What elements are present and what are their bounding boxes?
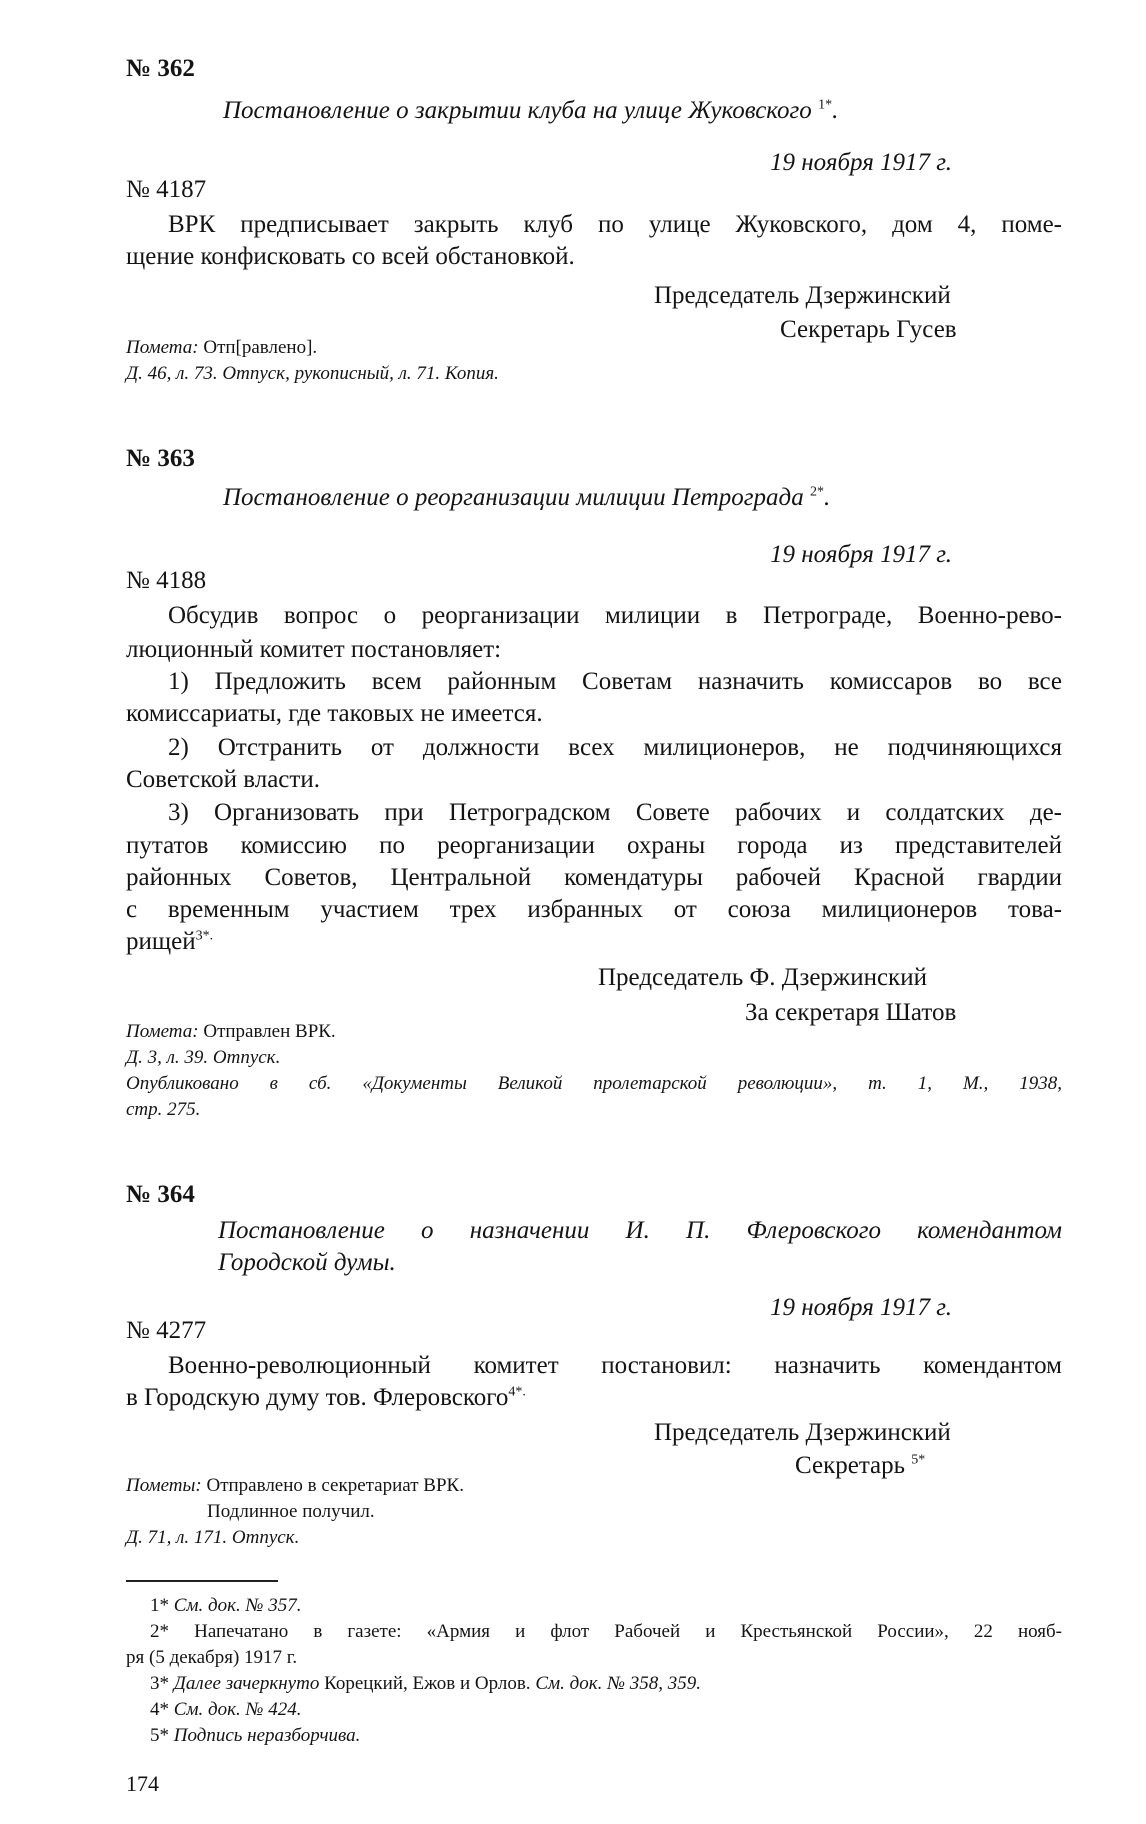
doc-364-title-line-1: Постановление о назначении И. П. Флеровского комендантом [218, 1217, 1062, 1244]
doc-364-signature-secretary: Секретарь $^{5*}$ [795, 1452, 926, 1479]
doc-363-item-2-line-1: 2) Отстранить от должности всех милиционеров, не подчиняющихся [168, 734, 1062, 761]
doc-363-note-mark: Помета: Отправлен ВРК. [126, 1021, 336, 1042]
doc-363-reg-number: № 4188 [126, 567, 207, 594]
doc-363-item-3-line-4: с временным участием трех избранных от союза милиционеров това- [126, 896, 1062, 923]
doc-363-item-2-line-2: Советской власти. [126, 766, 320, 793]
doc-363-date: 19 ноября 1917 г. [770, 541, 952, 568]
doc-363-archive-ref: Д. 3, л. 39. Отпуск. [126, 1047, 281, 1068]
footnote-2-line-2: ря (5 декабря) 1917 г. [126, 1647, 298, 1668]
doc-362-title: Постановление о закрытии клуба на улице Жуковского $^{1*}$. [223, 97, 839, 124]
doc-362-date: 19 ноября 1917 г. [770, 149, 952, 176]
doc-362-number: № 362 [126, 55, 195, 82]
doc-364-body-line-2: в Городскую думу тов. Флеровского$^{4*.}$ [126, 1384, 526, 1411]
doc-363-body-line-2: люционный комитет постановляет: [126, 636, 502, 663]
doc-362-body-line-1: ВРК предписывает закрыть клуб по улице Жуковского, дом 4, поме- [168, 211, 1062, 238]
page-number: 174 [126, 1771, 159, 1796]
doc-362-signature-secretary: Секретарь Гусев [780, 316, 957, 343]
doc-363-body-line-1: Обсудив вопрос о реорганизации милиции в Петрограде, Военно-рево- [168, 602, 1062, 629]
doc-363-publication-line-1: Опубликовано в сб. «Документы Великой пролетарской революции», т. 1, М., 1938, [126, 1073, 1062, 1094]
doc-364-title-line-2: Городской думы. [218, 1249, 396, 1276]
footnote-divider [126, 1580, 278, 1582]
doc-363-item-1-line-1: 1) Предложить всем районным Советам назначить комиссаров во все [168, 668, 1062, 695]
doc-362-reg-number: № 4187 [126, 176, 207, 203]
doc-364-note-mark-2: Подлинное получил. [207, 1501, 375, 1522]
doc-364-archive-ref: Д. 71, л. 171. Отпуск. [126, 1527, 300, 1548]
doc-364-date: 19 ноября 1917 г. [770, 1294, 952, 1321]
doc-363-item-3-line-1: 3) Организовать при Петроградском Совете рабочих и солдатских де- [168, 799, 1062, 826]
footnote-1: 1* См. док. № 357. [150, 1595, 302, 1616]
footnote-3: 3* Далее зачеркнуто Корецкий, Ежов и Орлов. См. док. № 358, 359. [150, 1673, 702, 1694]
footnote-5: 5* Подпись неразборчива. [150, 1725, 361, 1746]
doc-363-signature-secretary: За секретаря Шатов [745, 999, 957, 1026]
doc-363-item-1-line-2: комиссариаты, где таковых не имеется. [126, 700, 543, 727]
doc-363-item-3-line-3: районных Советов, Центральной комендатуры рабочей Красной гвардии [126, 864, 1062, 891]
doc-363-title: Постановление о реорганизации милиции Петрограда $^{2*}$. [223, 484, 831, 511]
doc-362-body-line-2: щение конфисковать со всей обстановкой. [126, 243, 575, 270]
doc-363-item-3-line-5: рищей$^{3*.}$ [126, 928, 214, 955]
doc-364-number: № 364 [126, 1181, 195, 1208]
doc-363-publication-line-2: стр. 275. [126, 1099, 201, 1120]
doc-363-signature-chair: Председатель Ф. Дзержинский [598, 964, 927, 991]
doc-362-archive-ref: Д. 46, л. 73. Отпуск, рукописный, л. 71. Копия. [126, 363, 499, 384]
footnote-2-line-1: 2* Напечатано в газете: «Армия и флот Рабочей и Крестьянской России», 22 нояб- [150, 1621, 1063, 1642]
doc-364-reg-number: № 4277 [126, 1317, 207, 1344]
doc-364-body-line-1: Военно-революционный комитет постановил: назначить комендантом [168, 1352, 1062, 1379]
footnote-4: 4* См. док. № 424. [150, 1699, 302, 1720]
doc-362-note-mark: Помета: Отп[равлено]. [126, 337, 318, 358]
doc-363-item-3-line-2: путатов комиссию по реорганизации охраны города из представителей [126, 832, 1062, 859]
doc-362-signature-chair: Председатель Дзержинский [654, 282, 951, 309]
doc-364-signature-chair: Председатель Дзержинский [654, 1419, 951, 1446]
doc-364-note-mark: Пометы: Отправлено в секретариат ВРК. [126, 1475, 464, 1496]
doc-363-number: № 363 [126, 445, 195, 472]
